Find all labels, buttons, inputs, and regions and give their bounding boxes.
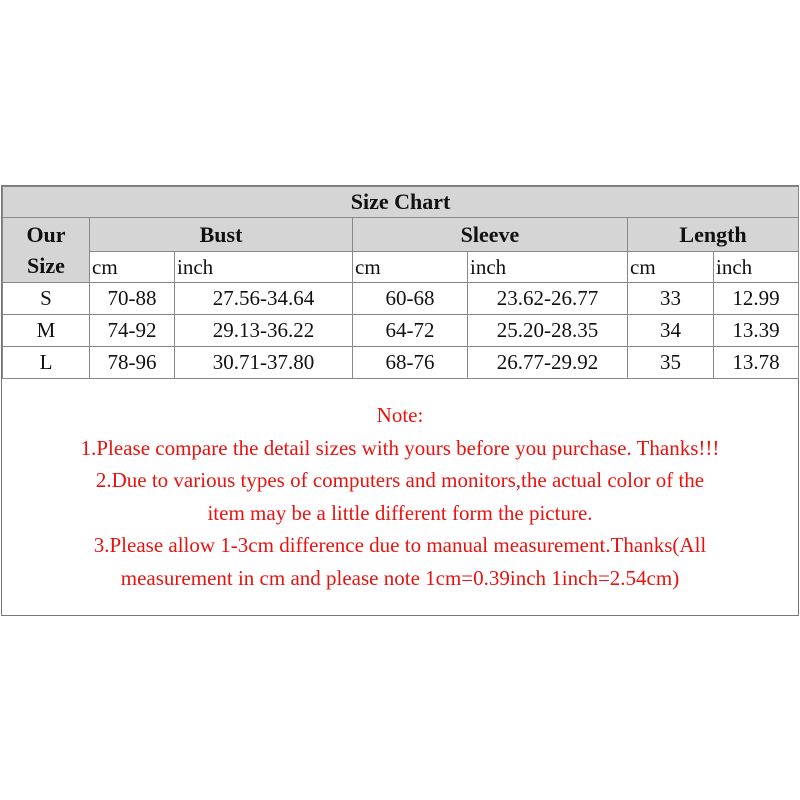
bust-cm-cell: 74-92: [90, 315, 175, 347]
length-header: Length: [628, 218, 799, 252]
size-table: [2, 186, 799, 379]
our-size-header: [3, 218, 90, 283]
table-row: [3, 283, 799, 315]
length-inch-cell: 13.78: [714, 347, 799, 379]
sleeve-inch-cell: 26.77-29.92: [468, 347, 628, 379]
note-line-3b: measurement in cm and please note 1cm=0.39inch 1inch=2.54cm): [120, 565, 680, 590]
table-row: [3, 347, 799, 379]
size-cell: L: [3, 347, 90, 379]
bust-cm-unit: cm: [90, 252, 175, 283]
bust-cm-cell: 78-96: [90, 347, 175, 379]
sleeve-cm-cell: 64-72: [353, 315, 468, 347]
sleeve-cm-unit: cm: [353, 252, 468, 283]
our-size-label-line1: Our: [26, 222, 66, 247]
length-inch-cell: 12.99: [714, 283, 799, 315]
size-cell: S: [3, 283, 90, 315]
length-cm-unit: cm: [628, 252, 714, 283]
sleeve-inch-cell: 25.20-28.35: [468, 315, 628, 347]
length-cm-cell: 34: [628, 315, 714, 347]
note-line-2b: item may be a little different form the picture.: [207, 500, 593, 525]
size-chart: [1, 185, 799, 616]
size-cell: M: [3, 315, 90, 347]
length-cm-cell: 33: [628, 283, 714, 315]
bust-inch-cell: 27.56-34.64: [175, 283, 353, 315]
sleeve-header: Sleeve: [353, 218, 628, 252]
sleeve-inch-unit: inch: [468, 252, 628, 283]
bust-header: Bust: [90, 218, 353, 252]
sleeve-cm-cell: 60-68: [353, 283, 468, 315]
sleeve-inch-cell: 23.62-26.77: [468, 283, 628, 315]
note-heading: Note:: [376, 403, 424, 427]
length-inch-cell: 13.39: [714, 315, 799, 347]
bust-inch-unit: inch: [175, 252, 353, 283]
our-size-label-line2: Size: [27, 253, 65, 278]
note-line-1: 1.Please compare the detail sizes with yours before you purchase. Thanks!!!: [80, 435, 720, 460]
table-row: [3, 315, 799, 347]
bust-cm-cell: 70-88: [90, 283, 175, 315]
sleeve-cm-cell: 68-76: [353, 347, 468, 379]
note-line-3a: 3.Please allow 1-3cm difference due to manual measurement.Thanks(All: [93, 533, 707, 557]
notes-section: [2, 379, 798, 611]
length-inch-unit: inch: [714, 252, 799, 283]
chart-title: Size Chart: [3, 187, 799, 218]
length-cm-cell: 35: [628, 347, 714, 379]
bust-inch-cell: 30.71-37.80: [175, 347, 353, 379]
bust-inch-cell: 29.13-36.22: [175, 315, 353, 347]
note-line-2a: 2.Due to various types of computers and monitors,the actual color of the: [95, 468, 705, 492]
